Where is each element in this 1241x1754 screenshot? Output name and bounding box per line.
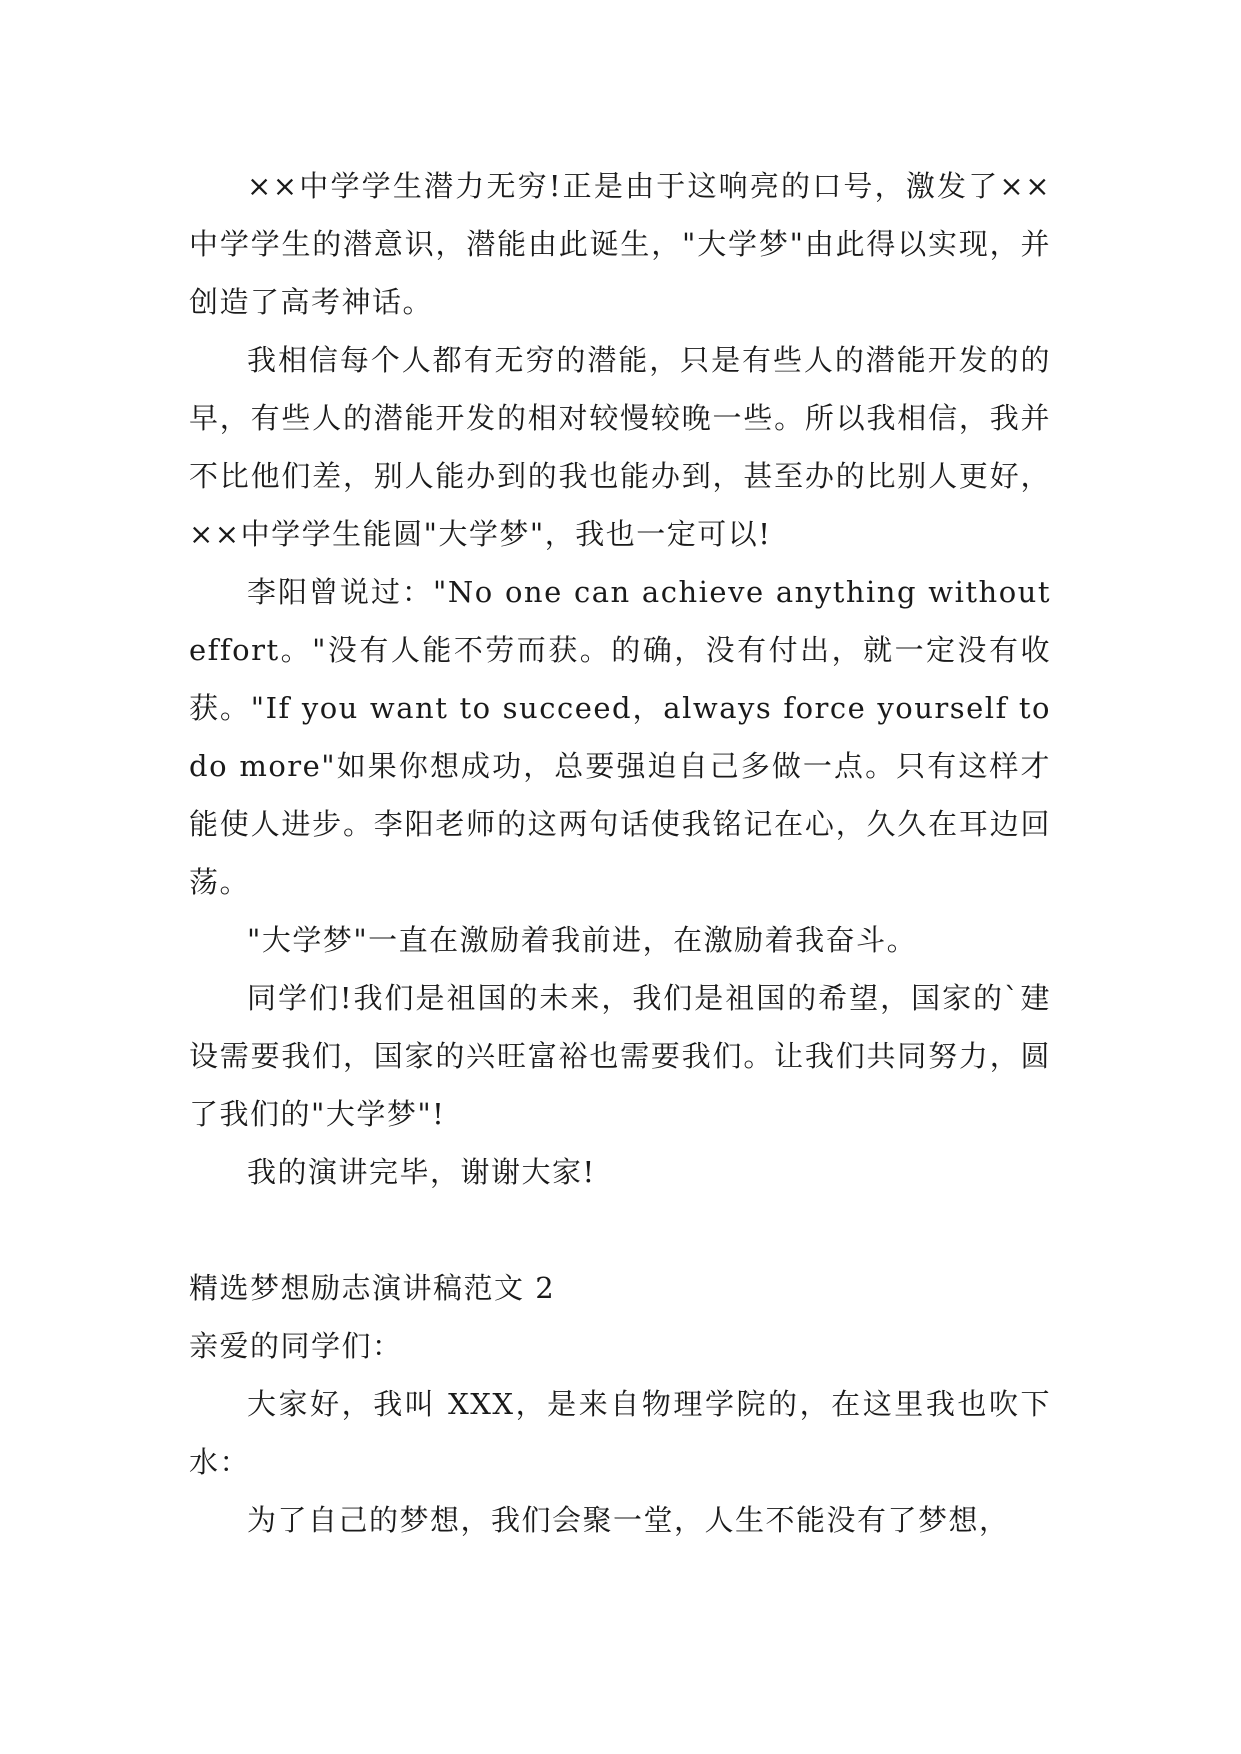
paragraph: 我的演讲完毕，谢谢大家!: [247, 1155, 596, 1189]
paragraph: "大学梦"一直在激励着我前进，在激励着我奋斗。: [247, 923, 918, 957]
salutation: 亲爱的同学们：: [189, 1329, 403, 1363]
section-title: 精选梦想励志演讲稿范文 2: [189, 1271, 556, 1305]
paragraph: 李阳曾说过："No one can achieve anything without effort。"没有人能不劳而获。的确，没有付出，就一定没有收获。"If you want to succeed，always force yourself to do more"如果你想成功，总要强迫自己多做一点。只有这样才能使人进步。李阳老师的这两句话使我铭记在心，久久在耳边回荡。: [189, 575, 1051, 899]
paragraph: 大家好，我叫 XXX，是来自物理学院的，在这里我也吹下水：: [189, 1387, 1051, 1479]
document-page: [189, 157, 1051, 1549]
paragraph: 我相信每个人都有无穷的潜能，只是有些人的潜能开发的的早，有些人的潜能开发的相对较慢较晚一些。所以我相信，我并不比他们差，别人能办到的我也能办到，甚至办的比别人更好，××中学学生能圆"大学梦"，我也一定可以!: [189, 343, 1051, 551]
paragraph: 同学们!我们是祖国的未来，我们是祖国的希望，国家的`建设需要我们，国家的兴旺富裕也需要我们。让我们共同努力，圆了我们的"大学梦"!: [189, 981, 1051, 1131]
paragraph: ××中学学生潜力无穷!正是由于这响亮的口号，激发了××中学学生的潜意识，潜能由此诞生，"大学梦"由此得以实现，并创造了高考神话。: [189, 169, 1051, 319]
paragraph: 为了自己的梦想，我们会聚一堂，人生不能没有了梦想，: [247, 1503, 1010, 1537]
section-spacer: [189, 1201, 1051, 1259]
